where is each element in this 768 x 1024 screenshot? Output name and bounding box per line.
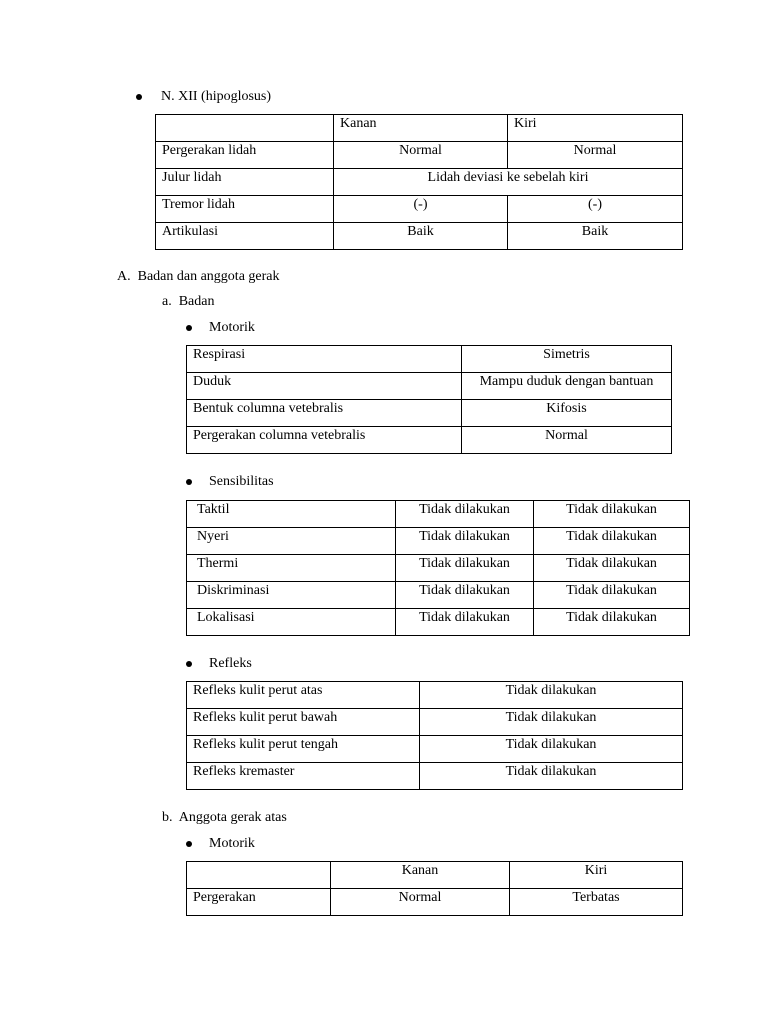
bullet-icon bbox=[186, 661, 192, 667]
header-cell-empty bbox=[156, 115, 334, 142]
header-cell-kiri: Kiri bbox=[508, 115, 683, 142]
row-value: Tidak dilakukan bbox=[396, 528, 534, 555]
table-row bbox=[156, 223, 683, 250]
table-row bbox=[187, 528, 690, 555]
row-value: Mampu duduk dengan bantuan bbox=[462, 373, 672, 400]
table-header-row bbox=[156, 115, 683, 142]
kiri-value: (-) bbox=[508, 196, 683, 223]
row-value: Tidak dilakukan bbox=[420, 682, 683, 709]
row-value: Tidak dilakukan bbox=[396, 501, 534, 528]
table-row bbox=[187, 609, 690, 636]
row-value: Tidak dilakukan bbox=[534, 501, 690, 528]
bullet-icon bbox=[136, 94, 142, 100]
row-value: Tidak dilakukan bbox=[396, 582, 534, 609]
row-label: Refleks kulit perut atas bbox=[187, 682, 420, 709]
row-label: Respirasi bbox=[187, 346, 462, 373]
row-value: Tidak dilakukan bbox=[534, 582, 690, 609]
row-label: Pergerakan bbox=[187, 889, 331, 916]
row-value: Tidak dilakukan bbox=[396, 555, 534, 582]
anggota-atas-motorik-table bbox=[186, 861, 683, 916]
header-cell-kanan: Kanan bbox=[331, 862, 510, 889]
bullet-icon bbox=[186, 479, 192, 485]
kiri-value: Normal bbox=[508, 142, 683, 169]
row-label: Pergerakan lidah bbox=[156, 142, 334, 169]
kanan-value: Normal bbox=[331, 889, 510, 916]
row-label: Taktil bbox=[187, 501, 396, 528]
kanan-value: (-) bbox=[334, 196, 508, 223]
row-label: Pergerakan columna vetebralis bbox=[187, 427, 462, 454]
kiri-value: Terbatas bbox=[510, 889, 683, 916]
bullet-icon bbox=[186, 841, 192, 847]
anggota-gerak-atas-heading: b. Anggota gerak atas bbox=[162, 810, 287, 825]
kanan-value: Normal bbox=[334, 142, 508, 169]
row-value: Tidak dilakukan bbox=[420, 763, 683, 790]
hipoglosus-table bbox=[155, 114, 683, 250]
badan-heading: a. Badan bbox=[162, 294, 215, 309]
kiri-value: Baik bbox=[508, 223, 683, 250]
table-row bbox=[187, 427, 672, 454]
table-header-row bbox=[187, 862, 683, 889]
table-row bbox=[187, 555, 690, 582]
row-value: Tidak dilakukan bbox=[534, 555, 690, 582]
hipoglosus-heading: N. XII (hipoglosus) bbox=[161, 89, 272, 104]
table-row bbox=[187, 400, 672, 427]
refleks-table bbox=[186, 681, 683, 790]
row-label: Refleks kremaster bbox=[187, 763, 420, 790]
header-cell-empty bbox=[187, 862, 331, 889]
header-cell-kanan: Kanan bbox=[334, 115, 508, 142]
table-row bbox=[187, 501, 690, 528]
table-row bbox=[156, 196, 683, 223]
section-a-heading: A. Badan dan anggota gerak bbox=[117, 269, 280, 284]
table-row bbox=[187, 889, 683, 916]
anggota-atas-motorik-heading: Motorik bbox=[209, 836, 255, 851]
row-label: Nyeri bbox=[187, 528, 396, 555]
row-label: Refleks kulit perut bawah bbox=[187, 709, 420, 736]
row-value: Simetris bbox=[462, 346, 672, 373]
row-label: Artikulasi bbox=[156, 223, 334, 250]
row-label: Diskriminasi bbox=[187, 582, 396, 609]
table-row bbox=[187, 346, 672, 373]
row-label: Lokalisasi bbox=[187, 609, 396, 636]
table-row bbox=[187, 763, 683, 790]
badan-motorik-heading: Motorik bbox=[209, 320, 255, 335]
row-value: Tidak dilakukan bbox=[420, 736, 683, 763]
row-value: Tidak dilakukan bbox=[420, 709, 683, 736]
row-label: Bentuk columna vetebralis bbox=[187, 400, 462, 427]
bullet-icon bbox=[186, 325, 192, 331]
refleks-heading: Refleks bbox=[209, 656, 252, 671]
merged-value: Lidah deviasi ke sebelah kiri bbox=[334, 169, 683, 196]
sensibilitas-heading: Sensibilitas bbox=[209, 474, 274, 489]
badan-motorik-table bbox=[186, 345, 672, 454]
row-value: Tidak dilakukan bbox=[534, 609, 690, 636]
header-cell-kiri: Kiri bbox=[510, 862, 683, 889]
table-row bbox=[187, 373, 672, 400]
row-label: Duduk bbox=[187, 373, 462, 400]
row-label: Thermi bbox=[187, 555, 396, 582]
table-row bbox=[187, 709, 683, 736]
row-value: Tidak dilakukan bbox=[534, 528, 690, 555]
table-row bbox=[187, 582, 690, 609]
sensibilitas-table bbox=[186, 500, 690, 636]
row-label: Julur lidah bbox=[156, 169, 334, 196]
row-value: Kifosis bbox=[462, 400, 672, 427]
table-row bbox=[187, 682, 683, 709]
row-value: Tidak dilakukan bbox=[396, 609, 534, 636]
table-row bbox=[156, 142, 683, 169]
kanan-value: Baik bbox=[334, 223, 508, 250]
table-row bbox=[187, 736, 683, 763]
row-label: Tremor lidah bbox=[156, 196, 334, 223]
row-value: Normal bbox=[462, 427, 672, 454]
table-row bbox=[156, 169, 683, 196]
row-label: Refleks kulit perut tengah bbox=[187, 736, 420, 763]
